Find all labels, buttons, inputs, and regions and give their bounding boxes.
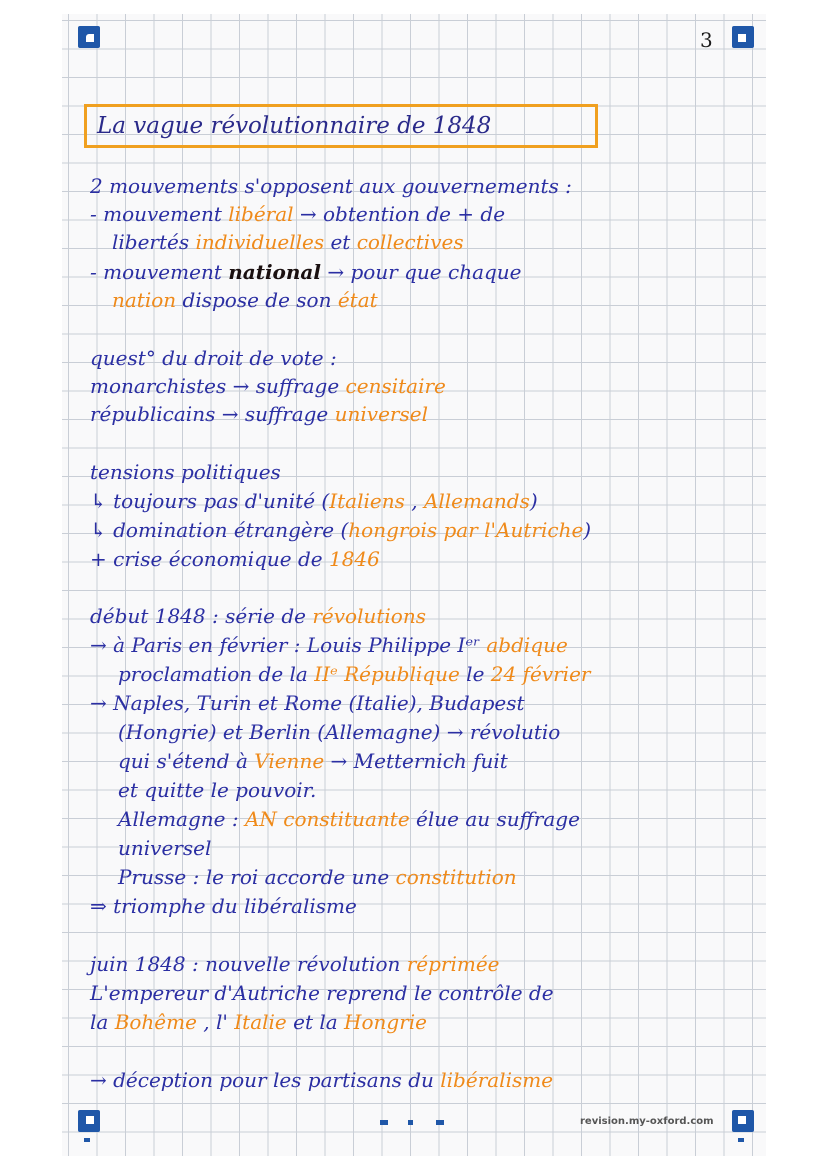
note-line: universel — [118, 836, 212, 860]
corner-marker-icon — [78, 1110, 100, 1132]
note-line: + crise économique de 1846 — [90, 547, 380, 571]
page-title: La vague révolutionnaire de 1848 — [84, 104, 598, 148]
note-line: - mouvement libéral → obtention de + de — [90, 202, 506, 226]
footer-url: revision.my-oxford.com — [580, 1116, 714, 1127]
note-line: et quitte le pouvoir. — [118, 778, 317, 802]
note-line: nation dispose de son état — [112, 288, 378, 312]
note-line: → Naples, Turin et Rome (Italie), Budapest — [90, 691, 525, 715]
note-line: proclamation de la IIᵉ République le 24 février — [118, 662, 591, 686]
page-number: 3 — [700, 28, 713, 52]
corner-marker-icon — [732, 26, 754, 48]
marker-tick-icon — [84, 1138, 90, 1142]
note-line: libertés individuelles et collectives — [112, 230, 464, 254]
note-line: L'empereur d'Autriche reprend le contrôle de — [90, 981, 554, 1005]
marker-tick-icon — [738, 1138, 744, 1142]
note-line: quest° du droit de vote : — [90, 346, 337, 370]
note-line: Prusse : le roi accorde une constitution — [118, 865, 517, 889]
note-line: → à Paris en février : Louis Philippe Iᵉʳ abdique — [90, 633, 568, 657]
note-line: ⇒ triomphe du libéralisme — [90, 894, 357, 918]
note-line: monarchistes → suffrage censitaire — [90, 374, 446, 398]
note-line: ↳ toujours pas d'unité (Italiens , Allemands) — [90, 489, 538, 513]
note-line: Allemagne : AN constituante élue au suffrage — [118, 807, 580, 831]
note-line: ↳ domination étrangère (hongrois par l'Autriche) — [90, 518, 592, 542]
note-line: qui s'étend à Vienne → Metternich fuit — [118, 749, 508, 773]
note-line: républicains → suffrage universel — [90, 402, 428, 426]
note-line: la Bohême , l' Italie et la Hongrie — [90, 1010, 428, 1034]
note-line: juin 1848 : nouvelle révolution réprimée — [90, 952, 500, 976]
note-line: début 1848 : série de révolutions — [90, 604, 426, 628]
note-line: (Hongrie) et Berlin (Allemagne) → révolutio — [118, 720, 561, 744]
note-line: 2 mouvements s'opposent aux gouvernements : — [90, 174, 572, 198]
note-line: → déception pour les partisans du libéralisme — [90, 1068, 554, 1092]
corner-marker-icon — [78, 26, 100, 48]
note-line: tensions politiques — [90, 460, 281, 484]
corner-marker-icon — [732, 1110, 754, 1132]
note-line: - mouvement national → pour que chaque — [90, 260, 522, 284]
